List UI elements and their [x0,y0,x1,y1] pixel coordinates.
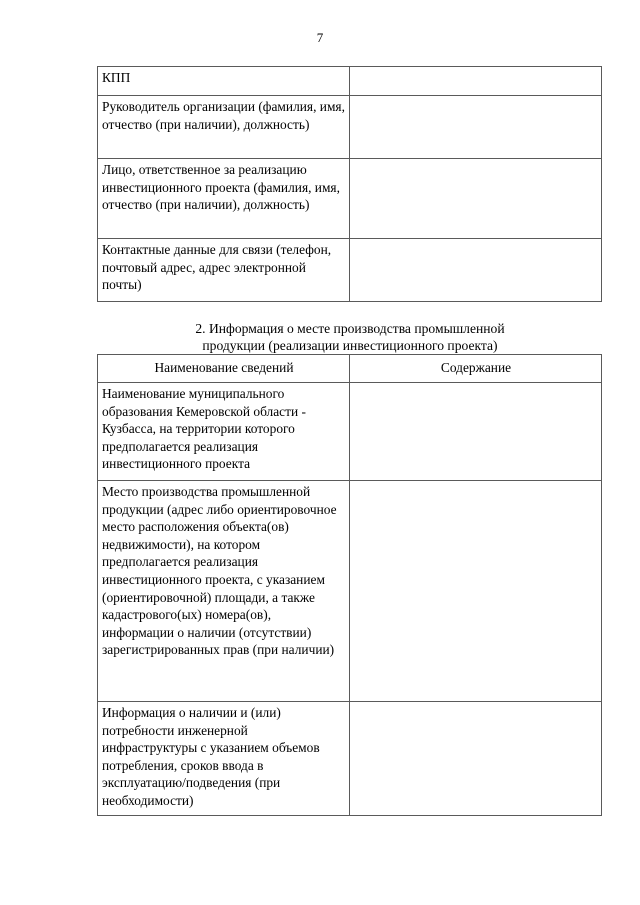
row-label: Наименование муниципального образования Кемеровской области - Кузбасса, на территории которого предполагается реализация инвестиционного проекта [98,383,350,481]
table-row [98,159,602,239]
page-number: 7 [316,30,324,45]
applicant-info-table [97,66,602,302]
row-label: Место производства промышленной продукции (адрес либо ориентировочное место расположения объекта(ов) недвижимости), на котором предполагается реализация инвестиционного проекта, с указанием (ориентировочной) площади, а также кадастрового(ых) номера(ов), информации о наличии (отсутствии) зарегистрированных прав (при наличии) [98,481,350,702]
production-site-table [97,354,602,816]
section-title-line2: продукции (реализации инвестиционного проекта) [202,338,498,353]
row-label: Контактные данные для связи (телефон, почтовый адрес, адрес электронной почты) [98,239,350,302]
table-row [98,239,602,302]
column-header-name: Наименование сведений [98,355,350,383]
row-value [350,702,602,816]
table-row [98,67,602,96]
row-value [350,239,602,302]
row-label: Лицо, ответственное за реализацию инвестиционного проекта (фамилия, имя, отчество (при наличии), должность) [98,159,350,239]
table-row [98,383,602,481]
row-value [350,383,602,481]
section-title [150,320,550,354]
row-value [350,67,602,96]
section-title-line1: 2. Информация о месте производства промышленной [195,321,505,336]
row-value [350,159,602,239]
table-row [98,702,602,816]
row-label: Руководитель организации (фамилия, имя, отчество (при наличии), должность) [98,96,350,159]
row-value [350,481,602,702]
row-value [350,96,602,159]
row-label: Информация о наличии и (или) потребности инженерной инфраструктуры с указанием объемов потребления, сроков ввода в эксплуатацию/подведения (при необходимости) [98,702,350,816]
table-row [98,481,602,702]
table-header-row [98,355,602,383]
table-row [98,96,602,159]
column-header-content: Содержание [350,355,602,383]
row-label: КПП [98,67,350,96]
